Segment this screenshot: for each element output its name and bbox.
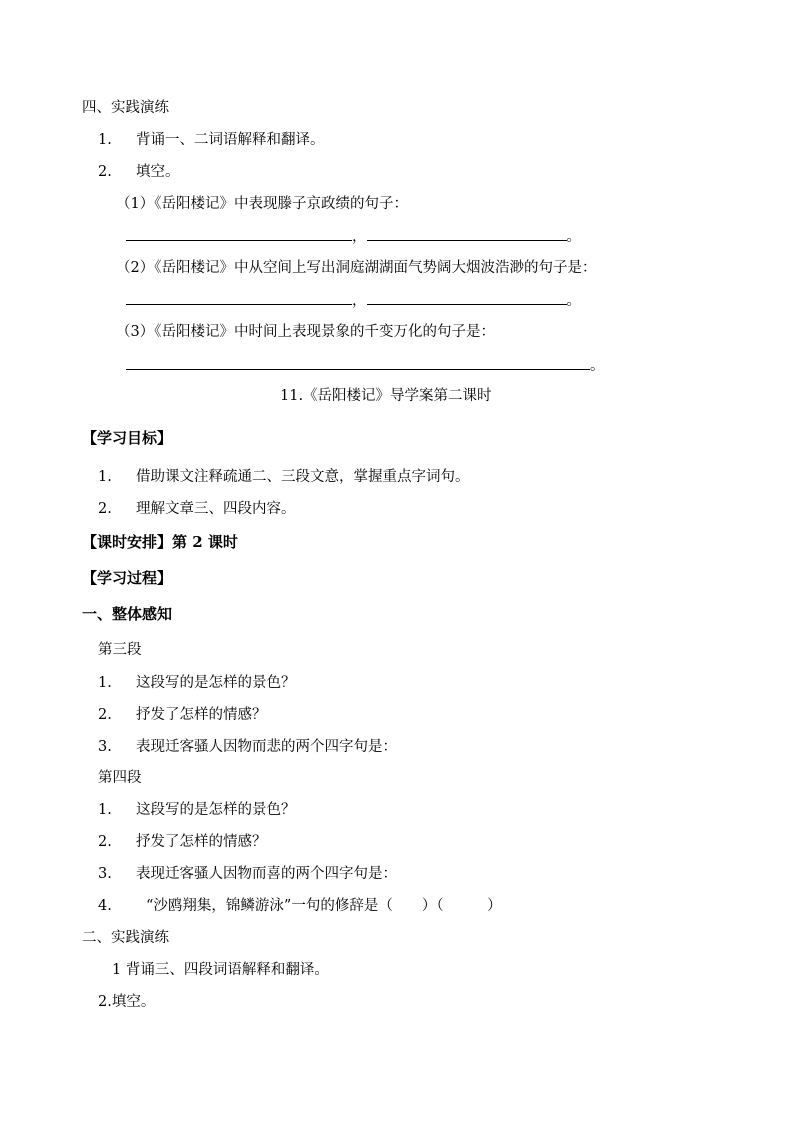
para4-item-3	[98, 864, 397, 884]
blank-period: 。	[590, 358, 605, 374]
goal-item-2	[98, 499, 296, 519]
item-text: 这段写的是怎样的景色？	[136, 675, 296, 691]
overview-heading: 一、整体感知	[82, 605, 173, 623]
fill-blank-line-1	[126, 226, 581, 247]
item-text: 理解文章三、四段内容。	[136, 501, 296, 517]
blank-comma: ，	[352, 229, 367, 245]
blank-line	[126, 355, 590, 370]
item-number: 2.	[98, 707, 112, 723]
item-text: “沙鸥翔集，锦鳞游泳”一句的修辞是（ ）（ ）	[146, 898, 502, 914]
practice2-item-1: 1 背诵三、四段词语解释和翻译。	[112, 962, 329, 978]
blank-line	[126, 290, 352, 305]
item-number: 1.	[98, 675, 112, 691]
item-text: 这段写的是怎样的景色？	[136, 802, 296, 818]
item-text: 借助课文注释疏通二、三段文意，掌握重点字词句。	[136, 469, 470, 485]
blank-period: 。	[566, 229, 581, 245]
schedule-heading: 【课时安排】第 2 课时	[82, 533, 238, 551]
practice-heading: 四、实践演练	[82, 100, 169, 116]
item-text: 抒发了怎样的情感？	[136, 834, 267, 850]
goals-heading: 【学习目标】	[82, 429, 173, 447]
item-number: 4.	[98, 898, 112, 914]
fill-question-3: （3）《岳阳楼记》中时间上表现景象的千变万化的句子是：	[116, 324, 495, 340]
para3-item-2	[98, 705, 267, 725]
fill-blank-line-3	[126, 355, 605, 376]
practice-item-2	[98, 162, 180, 182]
para3-item-3	[98, 737, 397, 757]
blank-comma: ，	[352, 293, 367, 309]
item-number: 3.	[98, 739, 112, 755]
item-text: 抒发了怎样的情感？	[136, 707, 267, 723]
blank-line	[367, 290, 567, 305]
item-number: 2.	[98, 164, 112, 180]
item-number: 1.	[98, 469, 112, 485]
item-number: 2.	[98, 501, 112, 517]
practice2-item-2: 2.填空。	[98, 994, 156, 1010]
fill-question-2: （2）《岳阳楼记》中从空间上写出洞庭湖湖面气势阔大烟波浩渺的句子是：	[116, 260, 597, 276]
blank-line	[126, 226, 352, 241]
item-text: 背诵一、二词语解释和翻译。	[136, 132, 325, 148]
item-number: 2.	[98, 834, 112, 850]
goal-item-1	[98, 467, 470, 487]
item-text: 填空。	[136, 164, 180, 180]
process-heading: 【学习过程】	[82, 569, 173, 587]
blank-period: 。	[566, 293, 581, 309]
item-number: 1.	[98, 802, 112, 818]
item-text: 表现迁客骚人因物而悲的两个四字句是：	[136, 739, 397, 755]
para4-item-2	[98, 832, 267, 852]
blank-line	[367, 226, 567, 241]
fill-blank-line-2	[126, 290, 581, 311]
item-text: 表现迁客骚人因物而喜的两个四字句是：	[136, 866, 397, 882]
para3-item-1	[98, 673, 296, 693]
practice2-heading: 二、实践演练	[82, 930, 169, 946]
fill-question-1: （1）《岳阳楼记》中表现滕子京政绩的句子：	[116, 196, 408, 212]
para3-label: 第三段	[98, 642, 142, 658]
item-number: 3.	[98, 866, 112, 882]
lesson-title: 11.《岳阳楼记》导学案第二课时	[280, 388, 492, 404]
para4-item-4	[98, 896, 502, 916]
item-number: 1.	[98, 132, 112, 148]
para4-item-1	[98, 800, 296, 820]
practice-item-1	[98, 130, 325, 150]
para4-label: 第四段	[98, 770, 142, 786]
